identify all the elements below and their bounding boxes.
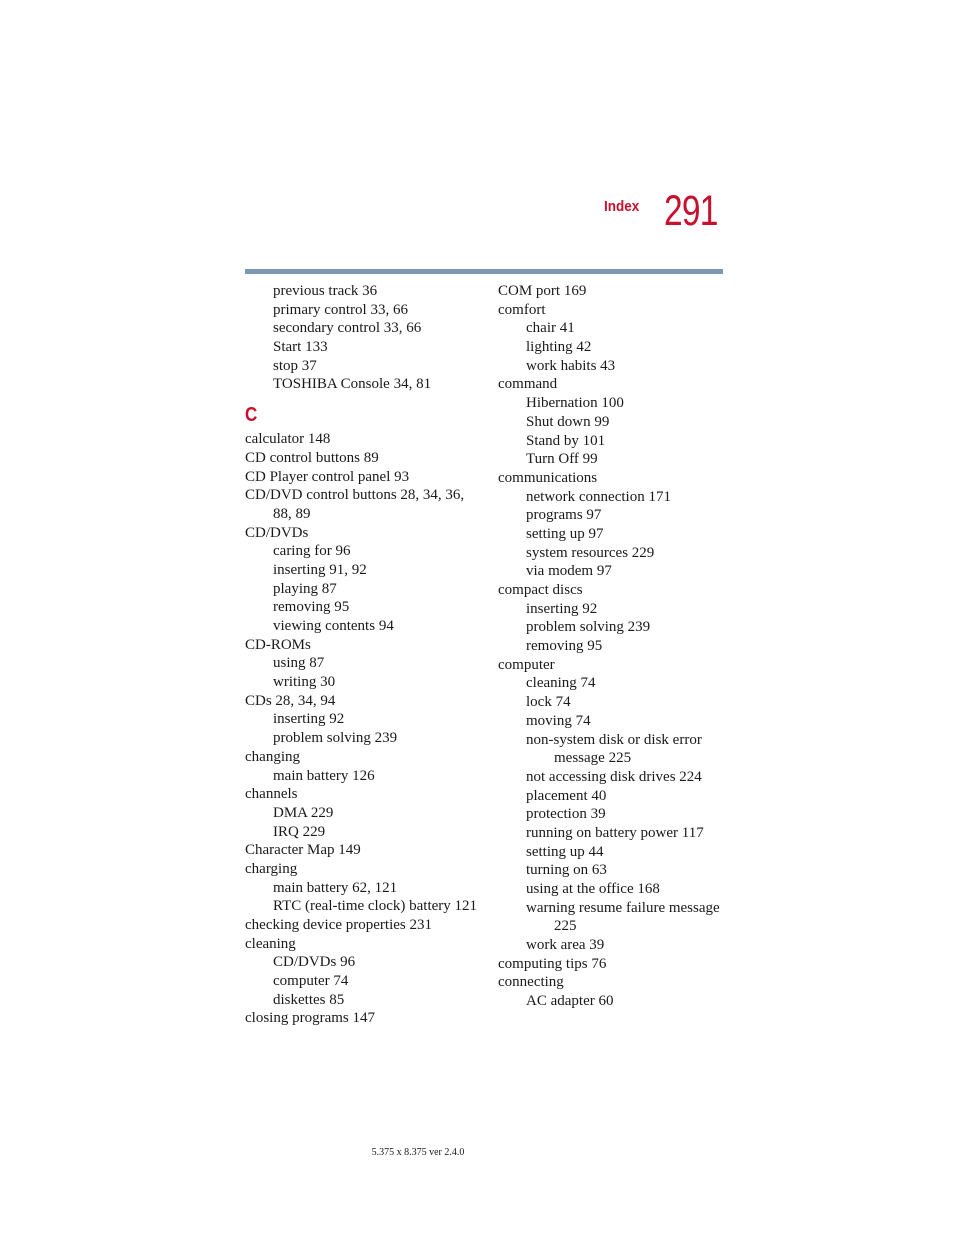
index-subentry: main battery 62, 121 bbox=[273, 879, 398, 896]
index-subentry: Shut down 99 bbox=[526, 413, 610, 430]
index-entry: calculator 148 bbox=[245, 431, 331, 448]
index-subentry: moving 74 bbox=[526, 712, 591, 729]
section-label: Index bbox=[604, 198, 640, 215]
index-entry: command bbox=[498, 376, 558, 393]
index-subentry: message 225 bbox=[554, 750, 632, 767]
index-subentry: programs 97 bbox=[526, 507, 602, 524]
index-entry: charging bbox=[245, 860, 298, 877]
index-subentry: writing 30 bbox=[273, 674, 336, 691]
index-subentry: Turn Off 99 bbox=[526, 451, 598, 468]
index-subentry: Stand by 101 bbox=[526, 432, 606, 449]
index-entry: CDs 28, 34, 94 bbox=[245, 692, 336, 709]
section-letter-heading: C bbox=[245, 404, 258, 427]
index-entry: CD-ROMs bbox=[245, 636, 311, 653]
index-subentry: DMA 229 bbox=[273, 804, 334, 821]
index-subentry: turning on 63 bbox=[526, 862, 607, 879]
index-subentry: inserting 91, 92 bbox=[273, 561, 367, 578]
index-subentry: placement 40 bbox=[526, 787, 607, 804]
index-subentry: protection 39 bbox=[526, 806, 606, 823]
index-subentry: IRQ 229 bbox=[273, 823, 326, 840]
index-entry: communications bbox=[498, 469, 598, 486]
index-subentry: problem solving 239 bbox=[273, 730, 398, 747]
index-entry: COM port 169 bbox=[498, 283, 587, 299]
index-subentry: running on battery power 117 bbox=[526, 824, 704, 841]
index-subentry: lighting 42 bbox=[526, 339, 592, 356]
index-subentry: RTC (real-time clock) battery 121 bbox=[273, 898, 478, 915]
index-subentry: inserting 92 bbox=[273, 711, 345, 728]
index-subentry: setting up 97 bbox=[526, 525, 604, 542]
index-entry: computer bbox=[498, 656, 555, 673]
index-subentry: Start 133 bbox=[273, 339, 328, 356]
index-entry: CD/DVD control buttons 28, 34, 36, bbox=[245, 487, 465, 504]
index-entry: closing programs 147 bbox=[245, 1010, 375, 1027]
index-subentry: via modem 97 bbox=[526, 563, 612, 580]
index-subentry: warning resume failure message bbox=[526, 899, 720, 916]
index-column-right bbox=[498, 282, 728, 1011]
index-entry: compact discs bbox=[498, 582, 583, 598]
index-subentry: removing 95 bbox=[526, 638, 603, 655]
index-entry: CD control buttons 89 bbox=[245, 449, 379, 466]
index-subentry: lock 74 bbox=[526, 694, 571, 711]
index-subentry: previous track 36 bbox=[273, 283, 378, 299]
index-subentry: 225 bbox=[554, 918, 577, 935]
index-entry: checking device properties 231 bbox=[245, 917, 433, 933]
page-number: 291 bbox=[664, 187, 718, 235]
index-subentry: using at the office 168 bbox=[526, 881, 660, 897]
index-subentry: stop 37 bbox=[273, 357, 317, 374]
index-subentry: diskettes 85 bbox=[273, 991, 345, 1008]
index-entry: computing tips 76 bbox=[498, 955, 607, 972]
index-entry: CD/DVDs bbox=[245, 524, 309, 541]
index-subentry: chair 41 bbox=[526, 320, 575, 337]
index-subentry: removing 95 bbox=[273, 599, 350, 616]
index-subentry: viewing contents 94 bbox=[273, 618, 394, 634]
index-subentry: work area 39 bbox=[526, 937, 605, 954]
index-subentry: not accessing disk drives 224 bbox=[526, 768, 702, 785]
index-entry: comfort bbox=[498, 301, 546, 318]
index-subentry: inserting 92 bbox=[526, 600, 598, 617]
index-entry: CD Player control panel 93 bbox=[245, 468, 410, 485]
index-subentry: secondary control 33, 66 bbox=[273, 320, 422, 337]
index-entry: Character Map 149 bbox=[245, 842, 361, 859]
index-subentry: system resources 229 bbox=[526, 544, 655, 561]
index-subentry: problem solving 239 bbox=[526, 619, 651, 636]
index-entry: cleaning bbox=[245, 935, 296, 952]
index-subentry: non-system disk or disk error bbox=[526, 731, 702, 748]
index-subentry: 88, 89 bbox=[273, 505, 311, 522]
index-subentry: TOSHIBA Console 34, 81 bbox=[273, 376, 432, 393]
index-entry: changing bbox=[245, 748, 300, 765]
index-subentry: CD/DVDs 96 bbox=[273, 954, 356, 971]
index-subentry: AC adapter 60 bbox=[526, 993, 614, 1010]
index-subentry: Hibernation 100 bbox=[526, 395, 624, 412]
index-subentry: playing 87 bbox=[273, 580, 337, 597]
index-subentry: computer 74 bbox=[273, 973, 349, 990]
index-subentry: using 87 bbox=[273, 655, 325, 672]
header-rule bbox=[245, 269, 723, 274]
index-subentry: setting up 44 bbox=[526, 843, 604, 860]
index-subentry: cleaning 74 bbox=[526, 675, 596, 692]
index-subentry: main battery 126 bbox=[273, 767, 375, 784]
index-entry: channels bbox=[245, 786, 298, 803]
index-subentry: caring for 96 bbox=[273, 543, 351, 560]
index-subentry: network connection 171 bbox=[526, 488, 671, 505]
index-subentry: work habits 43 bbox=[526, 357, 616, 374]
footer-version: 5.375 x 8.375 ver 2.4.0 bbox=[371, 1147, 465, 1158]
index-subentry: primary control 33, 66 bbox=[273, 301, 408, 318]
index-entry: connecting bbox=[498, 974, 564, 991]
index-column-left bbox=[245, 282, 480, 1028]
